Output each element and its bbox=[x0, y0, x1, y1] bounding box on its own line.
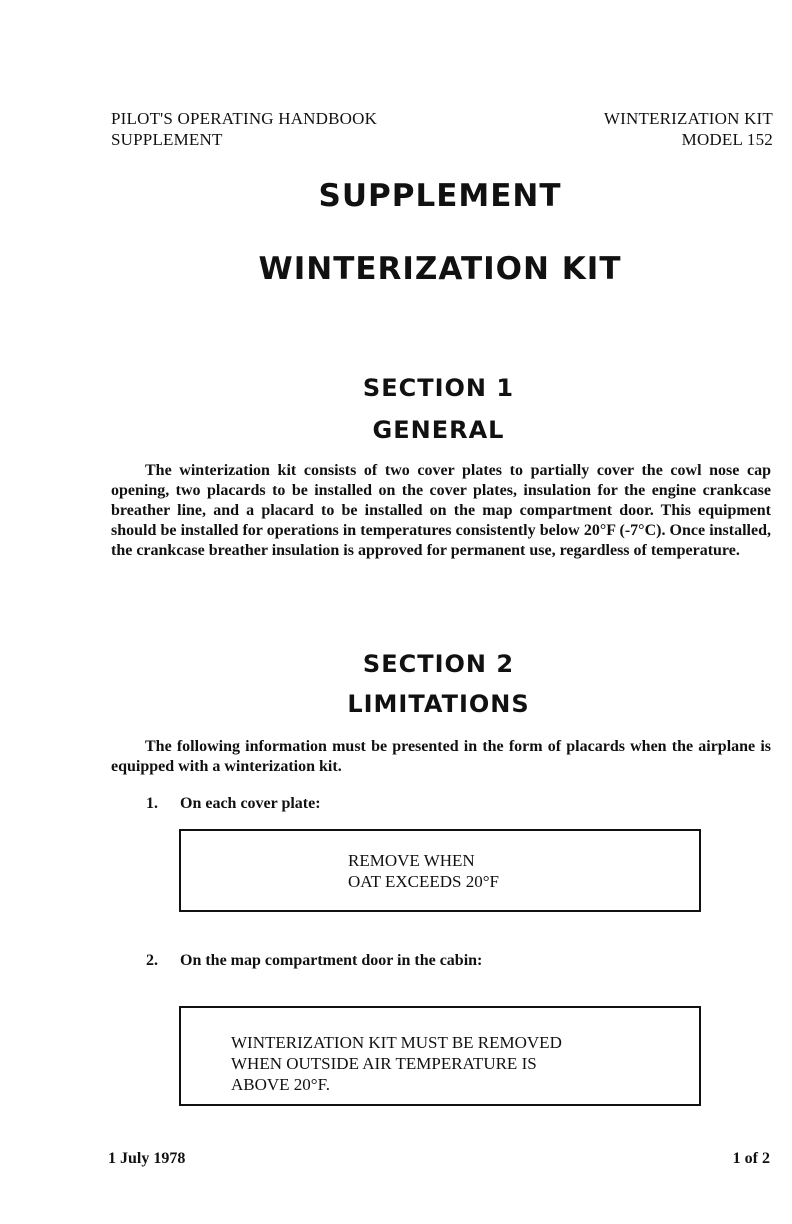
list-item bbox=[146, 952, 482, 970]
footer-page-number: 1 of 2 bbox=[732, 1150, 770, 1167]
header-supplement-label: SUPPLEMENT bbox=[111, 130, 223, 149]
page-header-left bbox=[111, 108, 377, 150]
document-title-kit: WINTERIZATION KIT bbox=[258, 251, 622, 287]
list-item-number: 2. bbox=[146, 952, 158, 969]
list-item-text: On each cover plate: bbox=[180, 795, 321, 812]
footer-date: 1 July 1978 bbox=[108, 1150, 186, 1167]
list-item-number: 1. bbox=[146, 795, 158, 812]
cover-plate-placard bbox=[179, 829, 701, 912]
map-compartment-placard bbox=[179, 1006, 701, 1106]
section1-body: The winterization kit consists of two cover plates to partially cover the cowl nose cap opening, two placards to be installed on the cover plates, insulation for the engine crankcase breather line, and a placard to be installed on the map compartment door. This equipment should be installed for operations in temperatures consistently below 20°F (-7°C). Once installed, the crankcase breather insulation is approved for permanent use, regardless of temperature. bbox=[111, 462, 771, 559]
placard-line: OAT EXCEEDS 20°F bbox=[348, 872, 499, 891]
list-item bbox=[146, 795, 321, 813]
placard-line: ABOVE 20°F. bbox=[231, 1075, 330, 1094]
document-title-supplement: SUPPLEMENT bbox=[318, 178, 562, 214]
header-model: MODEL 152 bbox=[681, 130, 773, 149]
section2-body: The following information must be presented in the form of placards when the airplane is equipped with a winterization kit. bbox=[111, 738, 771, 775]
section1-number: SECTION 1 bbox=[362, 374, 515, 402]
page-header-right bbox=[604, 108, 773, 150]
header-handbook-title: PILOT'S OPERATING HANDBOOK bbox=[111, 109, 378, 128]
section2-name: LIMITATIONS bbox=[347, 690, 530, 718]
section2-number: SECTION 2 bbox=[362, 650, 515, 678]
section1-name: GENERAL bbox=[372, 416, 505, 444]
placard-line: REMOVE WHEN bbox=[348, 851, 475, 870]
placard-line: WHEN OUTSIDE AIR TEMPERATURE IS bbox=[231, 1054, 537, 1073]
placard-line: WINTERIZATION KIT MUST BE REMOVED bbox=[231, 1033, 562, 1052]
header-kit-name: WINTERIZATION KIT bbox=[603, 109, 773, 128]
list-item-text: On the map compartment door in the cabin: bbox=[180, 952, 483, 969]
